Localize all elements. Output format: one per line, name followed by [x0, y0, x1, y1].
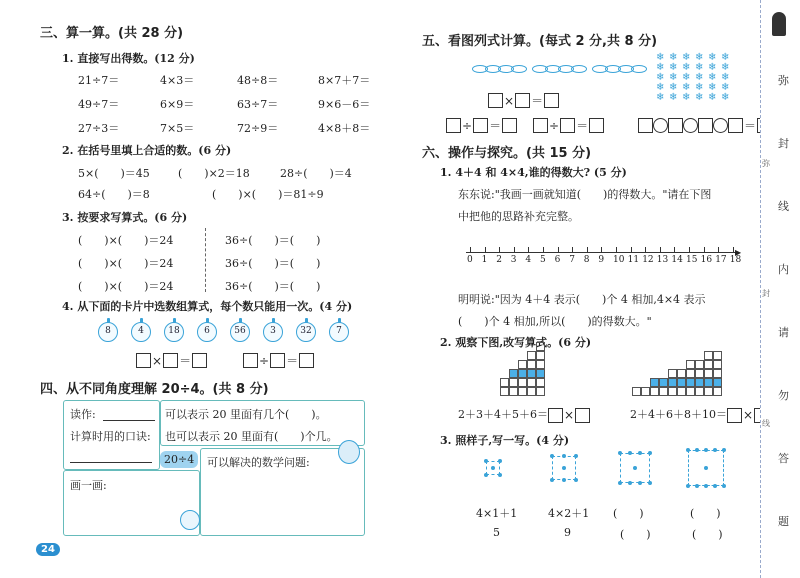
section-6-title: 六、操作与探究。(共 15 分) [422, 146, 592, 161]
grid-cell [509, 387, 518, 396]
oval-link [631, 65, 647, 73]
number-line-label: 10 [613, 255, 625, 265]
grid-cell [713, 369, 722, 378]
pattern-center-dot [491, 466, 495, 470]
snowflake-icon: ❄ [669, 72, 678, 83]
grid-cell [704, 360, 713, 369]
q3-right-item: 36÷( )＝( ) [225, 280, 321, 293]
dongdong-line-2: 中把他的思路补充完整。 [458, 210, 579, 223]
page-number: 24 [36, 543, 60, 556]
section-3-title: 三、算一算。(共 28 分) [40, 26, 184, 41]
number-line-tick [674, 247, 675, 252]
number-line-tick [689, 247, 690, 252]
example-expr: 4×2＋1 [548, 507, 590, 520]
grid-cell [527, 360, 536, 369]
grid-cell [500, 378, 509, 387]
snowflake-icon: ❄ [656, 52, 665, 63]
grid-cell [695, 369, 704, 378]
number-line-label: 18 [729, 255, 742, 265]
number-card[interactable]: 7 [329, 322, 349, 342]
grid-cell [668, 387, 677, 396]
grid-cell [713, 360, 722, 369]
snowflake-icon: ❄ [669, 52, 678, 63]
number-line-tick [528, 247, 529, 252]
grid-cell [527, 378, 536, 387]
snowflake-icon: ❄ [721, 52, 730, 63]
pattern-dot [686, 484, 690, 488]
example-expr[interactable]: ( ) [690, 507, 721, 520]
calc-item[interactable]: 63÷7＝ [237, 98, 279, 111]
number-line-tick [645, 247, 646, 252]
grid-cell [536, 369, 545, 378]
grid-cell [518, 387, 527, 396]
grid-cell [686, 387, 695, 396]
snowflake-icon: ❄ [708, 62, 717, 73]
number-line-tick [485, 247, 486, 252]
pattern-dot [574, 454, 578, 458]
oval-chain-group [532, 58, 584, 77]
number-card[interactable]: 18 [164, 322, 184, 342]
number-line-tick [470, 247, 471, 252]
pattern-dot [628, 451, 632, 455]
example-expr[interactable]: ( ) [613, 507, 644, 520]
grid-cell [527, 351, 536, 360]
number-line-label: 12 [642, 255, 654, 265]
grid-cell [713, 387, 722, 396]
number-line-tick [616, 247, 617, 252]
number-line-tick [660, 247, 661, 252]
example-value: 9 [564, 526, 571, 539]
grid-cell [695, 360, 704, 369]
pattern-center-dot [633, 466, 637, 470]
margin-note-char: 弥 [778, 74, 789, 87]
snowflake-icon: ❄ [721, 92, 730, 103]
q1-prompt: 1. 直接写出得数。(12 分) [62, 52, 195, 65]
dongdong-line-1: 东东说:"我画一画就知道( )的得数大。"请在下图 [458, 188, 712, 201]
number-line-label: 5 [540, 255, 546, 265]
number-line-tick [704, 247, 705, 252]
margin-note-char: 请 [778, 326, 789, 339]
oval-link [511, 65, 527, 73]
snowflake-icon: ❄ [682, 62, 691, 73]
pattern-dot [628, 481, 632, 485]
example-value[interactable]: ( ) [620, 528, 651, 541]
number-line-label: 15 [686, 255, 698, 265]
grid-cell [518, 360, 527, 369]
expression-badge: 20÷4 [160, 451, 198, 468]
s5-answer-1[interactable]: × ＝ [488, 90, 559, 109]
grid-cell [686, 369, 695, 378]
example-expr: 4×1＋1 [476, 507, 518, 520]
snowflake-icon: ❄ [695, 52, 704, 63]
section-4-title: 四、从不同角度理解 20÷4。(共 8 分) [40, 382, 269, 397]
number-line-tick [601, 247, 602, 252]
snowflake-icon: ❄ [721, 62, 730, 73]
grid-cell [659, 387, 668, 396]
snowflake-icon: ❄ [721, 72, 730, 83]
grid-cell [536, 360, 545, 369]
grid-cell [641, 387, 650, 396]
draw-label: 画一画: [70, 479, 107, 492]
number-line-arrow-icon: ▶ [735, 248, 742, 257]
pattern-dot [574, 478, 578, 482]
q3-left-item: ( )×( )＝24 [78, 234, 174, 247]
grid-cell [695, 387, 704, 396]
pattern-dot [484, 473, 488, 477]
example-value[interactable]: ( ) [692, 528, 723, 541]
calc-item[interactable]: 6×9＝ [160, 98, 195, 111]
margin-note-char: 封 [778, 137, 789, 150]
number-line-tick [514, 247, 515, 252]
q3-prompt: 3. 按要求写算式。(6 分) [62, 211, 188, 224]
pattern-dot [704, 484, 708, 488]
grid-cell [632, 387, 641, 396]
q4-answer-1[interactable]: × ＝ [136, 350, 207, 369]
grid-cell [536, 387, 545, 396]
calc-item[interactable]: 7×5＝ [160, 122, 195, 135]
snowflake-icon: ❄ [708, 72, 717, 83]
q2-item: ( )×2＝18 [178, 167, 250, 180]
grid-cell [704, 387, 713, 396]
grid-cell [713, 378, 722, 387]
grid-cell [677, 387, 686, 396]
margin-seal-char: 封 [762, 289, 770, 298]
eq-1[interactable]: 2＋3＋4＋5＋6＝ × [458, 406, 590, 423]
pattern-dot [695, 448, 699, 452]
number-line-label: 14 [671, 255, 683, 265]
number-line-tick [543, 247, 544, 252]
snowflake-icon: ❄ [656, 92, 665, 103]
margin-note-char: 答 [778, 452, 789, 465]
pattern-center-dot [562, 466, 566, 470]
number-line-label: 0 [467, 255, 473, 265]
pattern-dot [638, 481, 642, 485]
q2-item: 5×( )＝45 [78, 167, 150, 180]
number-line-label: 3 [510, 255, 517, 265]
grid-cell [650, 387, 659, 396]
snowflake-icon: ❄ [708, 52, 717, 63]
number-line [466, 252, 738, 253]
q3-left-item: ( )×( )＝24 [78, 257, 174, 270]
s5-answer-3[interactable]: ÷ ＝ [533, 115, 604, 134]
snowflake-icon: ❄ [708, 82, 717, 93]
pattern-dot [722, 448, 726, 452]
read-label: 读作: [70, 408, 96, 421]
eq-1-text: 2＋3＋4＋5＋6＝ [458, 408, 548, 421]
grid-cell [518, 369, 527, 378]
number-line-label: 11 [627, 255, 640, 265]
snowflake-icon: ❄ [721, 82, 730, 93]
mnemonic-label: 计算时用的口诀: [70, 430, 151, 443]
number-line-label: 8 [583, 255, 590, 265]
pattern-dot [618, 451, 622, 455]
grid-cell [686, 378, 695, 387]
grid-cell [695, 378, 704, 387]
eq-2[interactable]: 2＋4＋6＋8＋10＝ × [630, 406, 769, 423]
pattern-dot [713, 484, 717, 488]
snowflake-icon: ❄ [695, 72, 704, 83]
snowflake-icon: ❄ [695, 82, 704, 93]
q2-prompt: 2. 在括号里填上合适的数。(6 分) [62, 144, 232, 157]
number-card[interactable]: 6 [197, 322, 217, 342]
grid-cell [509, 369, 518, 378]
q2-item: 64÷( )＝8 [78, 188, 150, 201]
number-line-tick [718, 247, 719, 252]
grid-cell [677, 378, 686, 387]
number-card[interactable]: 56 [230, 322, 250, 342]
meaning-1: 可以表示 20 里面有几个( )。 [165, 408, 327, 421]
number-line-label: 9 [598, 255, 605, 265]
snowflake-icon: ❄ [682, 52, 691, 63]
pattern-dot [550, 478, 554, 482]
section-5-title: 五、看图列式计算。(每式 2 分,共 8 分) [422, 34, 658, 49]
cartoon-rabbit-icon [180, 510, 200, 530]
q3-left-item: ( )×( )＝24 [78, 280, 174, 293]
grid-cell [677, 369, 686, 378]
grid-cell [668, 369, 677, 378]
mingming-line-1: 明明说:"因为 4＋4 表示( )个 4 相加,4×4 表示 [458, 293, 706, 306]
snowflake-icon: ❄ [656, 62, 665, 73]
pattern-dot [695, 484, 699, 488]
number-line-label: 16 [700, 255, 713, 265]
read-answer-line[interactable] [103, 420, 155, 421]
number-line-label: 13 [656, 255, 669, 265]
calc-item[interactable]: 48÷8＝ [237, 74, 279, 87]
calc-item[interactable]: 27÷3＝ [78, 122, 120, 135]
snowflake-icon: ❄ [669, 62, 678, 73]
grid-cell [518, 378, 527, 387]
number-card[interactable]: 4 [131, 322, 151, 342]
pattern-dot [648, 481, 652, 485]
pattern-dot [638, 451, 642, 455]
number-line-label: 2 [496, 255, 502, 265]
grid-cell [659, 378, 668, 387]
q4-prompt: 4. 从下面的卡片中选数组算式，每个数只能用一次。(4 分) [62, 300, 353, 313]
grid-cell [509, 378, 518, 387]
snowflake-icon: ❄ [682, 92, 691, 103]
s5-answer-2[interactable]: ÷ ＝ [446, 115, 517, 134]
number-line-tick [558, 247, 559, 252]
number-line-label: 6 [554, 255, 561, 265]
pattern-dot [498, 459, 502, 463]
example-value: 5 [493, 526, 500, 539]
number-card[interactable]: 3 [263, 322, 283, 342]
number-line-tick [572, 247, 573, 252]
number-line-label: 7 [569, 255, 575, 265]
snowflake-icon: ❄ [656, 82, 665, 93]
calc-item[interactable]: 4×8＋8＝ [318, 122, 371, 135]
number-line-tick [733, 247, 734, 252]
margin-note-char: 题 [778, 515, 789, 528]
q2-item: 28÷( )＝4 [280, 167, 352, 180]
pattern-dot [484, 459, 488, 463]
rocket-icon [772, 12, 786, 36]
pattern-dot [618, 481, 622, 485]
number-card[interactable]: 8 [98, 322, 118, 342]
grid-cell [650, 378, 659, 387]
problem-label: 可以解决的数学问题: [207, 456, 310, 469]
calc-item[interactable]: 8×7＋7＝ [318, 74, 371, 87]
s6-q3-prompt: 3. 照样子,写一写。(4 分) [440, 434, 570, 447]
calc-item[interactable]: 9×6－6＝ [318, 98, 371, 111]
grid-cell [536, 378, 545, 387]
pattern-dot [648, 451, 652, 455]
margin-seal-char: 线 [762, 419, 770, 428]
grid-cell [704, 378, 713, 387]
margin-seal-char: 弥 [762, 159, 770, 168]
number-line-label: 1 [481, 255, 488, 265]
mingming-line-2: ( )个 4 相加,所以( )的得数大。" [458, 315, 652, 328]
grid-cell [527, 387, 536, 396]
meaning-2: 也可以表示 20 里面有( )个几。 [165, 430, 338, 443]
grid-cell [536, 342, 545, 351]
oval-chain-group [592, 58, 644, 77]
snowflake-icon: ❄ [682, 82, 691, 93]
number-line-tick [631, 247, 632, 252]
snowflake-icon: ❄ [708, 92, 717, 103]
snowflake-icon: ❄ [695, 62, 704, 73]
grid-cell [668, 378, 677, 387]
calc-item[interactable]: 4×3＝ [160, 74, 195, 87]
number-line-tick [587, 247, 588, 252]
grid-cell [500, 387, 509, 396]
margin-note-char: 内 [778, 263, 789, 276]
pattern-dot [562, 454, 566, 458]
pattern-dot [722, 484, 726, 488]
calc-item[interactable]: 72÷9＝ [237, 122, 279, 135]
s6-q1-prompt: 1. 4＋4 和 4×4,谁的得数大? (5 分) [440, 166, 627, 179]
number-line-tick [499, 247, 500, 252]
pattern-dot [498, 473, 502, 477]
grid-cell [704, 369, 713, 378]
oval-link [571, 65, 587, 73]
pattern-dot [562, 478, 566, 482]
margin-note-char: 勿 [778, 389, 789, 402]
snowflake-icon: ❄ [656, 72, 665, 83]
oval-chain-group [472, 58, 524, 77]
cartoon-bear-icon [338, 440, 360, 464]
q3-right-item: 36÷( )＝( ) [225, 257, 321, 270]
s6-q2-prompt: 2. 观察下图,改写算式。(6 分) [440, 336, 592, 349]
q3-right-item: 36÷( )＝( ) [225, 234, 321, 247]
pattern-center-dot [704, 466, 708, 470]
mnemonic-answer-line[interactable] [70, 462, 152, 463]
pattern-dot [550, 454, 554, 458]
pattern-dot [686, 448, 690, 452]
calc-item[interactable]: 49÷7＝ [78, 98, 120, 111]
grid-cell [704, 351, 713, 360]
snowflake-icon: ❄ [669, 82, 678, 93]
snowflake-icon: ❄ [669, 92, 678, 103]
grid-cell [527, 369, 536, 378]
q4-answer-2[interactable]: ÷ ＝ [243, 350, 314, 369]
s5-answer-4[interactable]: ＝ [638, 115, 772, 134]
grid-cell [713, 351, 722, 360]
pattern-dot [713, 448, 717, 452]
number-line-label: 4 [525, 255, 532, 265]
number-line-label: 17 [715, 255, 727, 265]
calc-item[interactable]: 21÷7＝ [78, 74, 120, 87]
snowflake-icon: ❄ [695, 92, 704, 103]
grid-cell [536, 351, 545, 360]
q2-item: ( )×( )＝81÷9 [212, 188, 324, 201]
snowflake-icon: ❄ [682, 72, 691, 83]
pattern-dot [704, 448, 708, 452]
number-card[interactable]: 32 [296, 322, 316, 342]
margin-note-char: 线 [778, 200, 789, 213]
eq-2-text: 2＋4＋6＋8＋10＝ [630, 408, 727, 421]
oval-chain-picture [472, 58, 652, 77]
grid-cell [686, 360, 695, 369]
q3-divider [205, 228, 206, 292]
